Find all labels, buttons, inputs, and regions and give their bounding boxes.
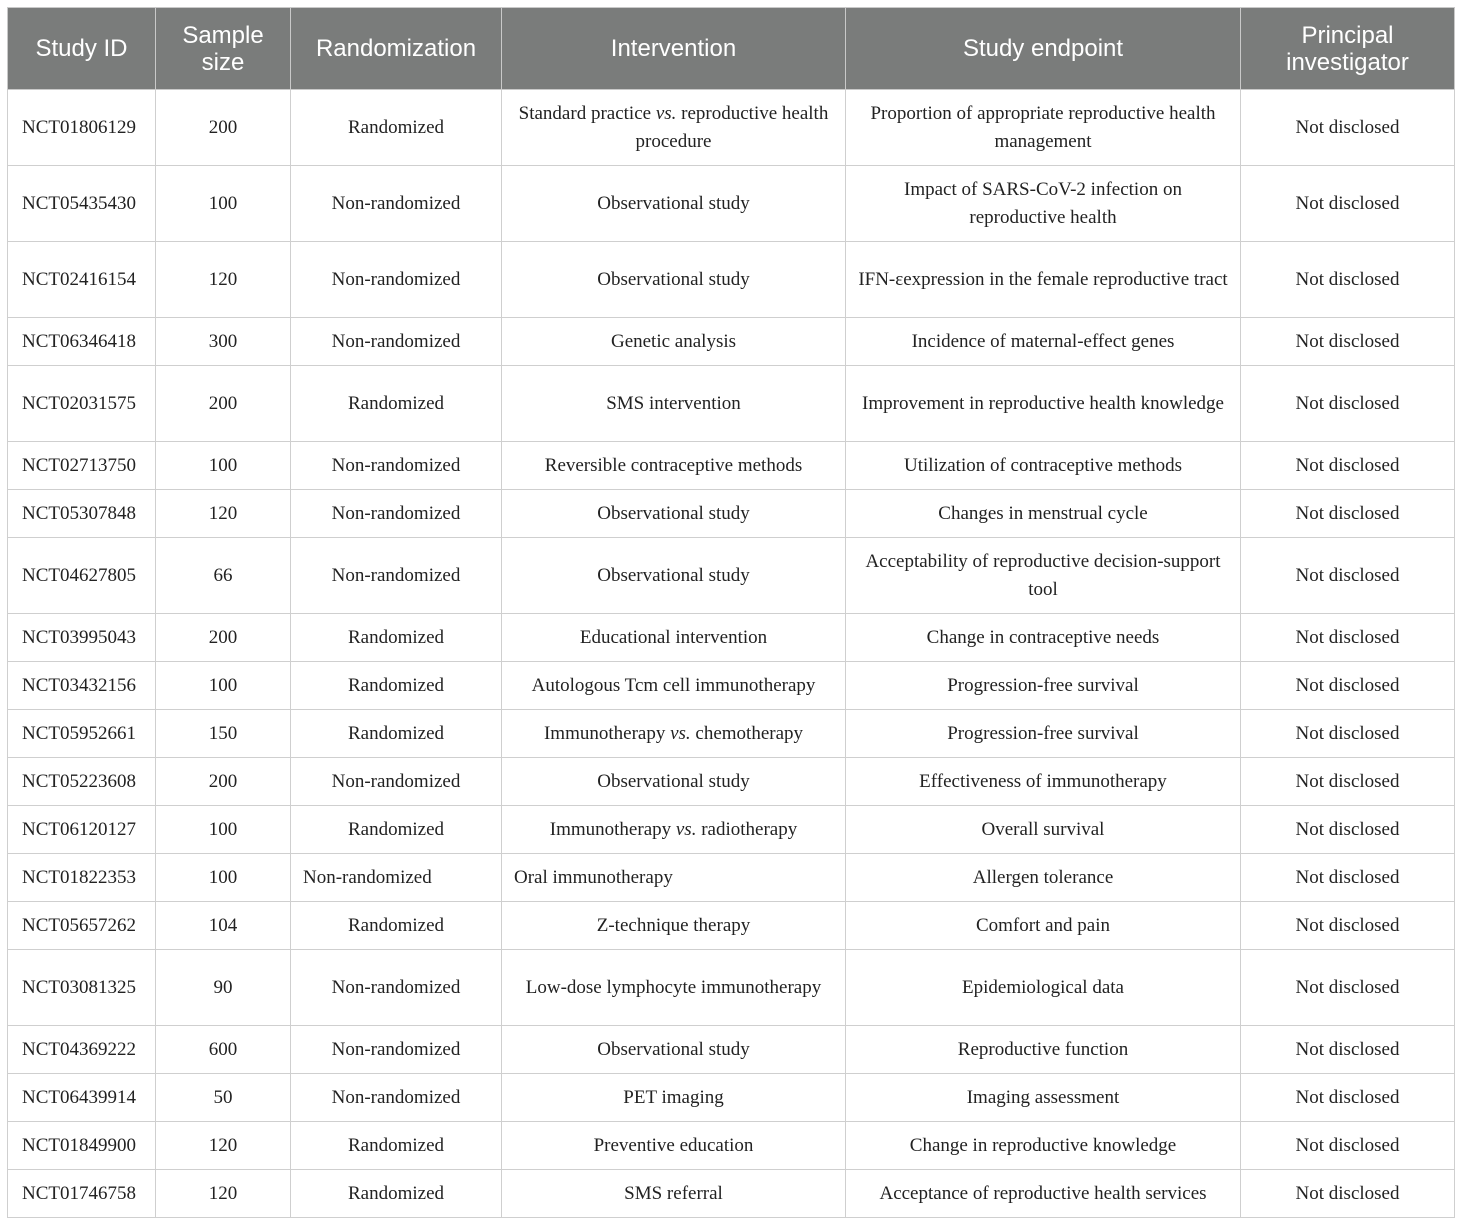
table-row: [8, 662, 1455, 710]
study-id-cell: NCT05307848: [8, 490, 156, 538]
table-row: [8, 318, 1455, 366]
table-row: [8, 710, 1455, 758]
table-row: [8, 1074, 1455, 1122]
intervention-cell: Autologous Tcm cell immunotherapy: [502, 662, 846, 710]
intervention-cell: Reversible contraceptive methods: [502, 442, 846, 490]
intervention-cell: Low-dose lymphocyte immunotherapy: [502, 950, 846, 1026]
principal-investigator-cell: Not disclosed: [1241, 1170, 1455, 1218]
sample-size-cell: 100: [156, 854, 291, 902]
randomization-cell: Randomized: [291, 90, 502, 166]
table-row: [8, 538, 1455, 614]
principal-investigator-cell: Not disclosed: [1241, 710, 1455, 758]
randomization-cell: Non-randomized: [291, 950, 502, 1026]
principal-investigator-cell: Not disclosed: [1241, 538, 1455, 614]
principal-investigator-cell: Not disclosed: [1241, 166, 1455, 242]
intervention-cell: Oral immunotherapy: [502, 854, 846, 902]
randomization-cell: Randomized: [291, 902, 502, 950]
principal-investigator-cell: Not disclosed: [1241, 806, 1455, 854]
randomization-cell: Non-randomized: [291, 538, 502, 614]
sample-size-cell: 120: [156, 490, 291, 538]
sample-size-cell: 200: [156, 758, 291, 806]
sample-size-cell: 50: [156, 1074, 291, 1122]
principal-investigator-cell: Not disclosed: [1241, 1074, 1455, 1122]
sample-size-cell: 200: [156, 614, 291, 662]
principal-investigator-cell: Not disclosed: [1241, 90, 1455, 166]
header-row: [8, 8, 1455, 90]
study-endpoint-cell: Acceptance of reproductive health services: [846, 1170, 1241, 1218]
study-endpoint-cell: IFN-εexpression in the female reproductive tract: [846, 242, 1241, 318]
intervention-cell: Genetic analysis: [502, 318, 846, 366]
intervention-cell: Standard practice vs. reproductive health procedure: [502, 90, 846, 166]
intervention-cell: Observational study: [502, 242, 846, 318]
study-id-cell: NCT05657262: [8, 902, 156, 950]
table-row: [8, 902, 1455, 950]
sample-size-cell: 100: [156, 166, 291, 242]
study-endpoint-cell: Acceptability of reproductive decision-support tool: [846, 538, 1241, 614]
table-row: [8, 950, 1455, 1026]
header-intervention: Intervention: [502, 8, 846, 90]
intervention-cell: Observational study: [502, 490, 846, 538]
principal-investigator-cell: Not disclosed: [1241, 950, 1455, 1026]
sample-size-cell: 100: [156, 662, 291, 710]
principal-investigator-cell: Not disclosed: [1241, 902, 1455, 950]
study-endpoint-cell: Utilization of contraceptive methods: [846, 442, 1241, 490]
principal-investigator-cell: Not disclosed: [1241, 1026, 1455, 1074]
sample-size-cell: 600: [156, 1026, 291, 1074]
sample-size-cell: 120: [156, 1122, 291, 1170]
principal-investigator-cell: Not disclosed: [1241, 758, 1455, 806]
study-endpoint-cell: Comfort and pain: [846, 902, 1241, 950]
principal-investigator-cell: Not disclosed: [1241, 1122, 1455, 1170]
intervention-cell: Preventive education: [502, 1122, 846, 1170]
study-endpoint-cell: Reproductive function: [846, 1026, 1241, 1074]
principal-investigator-cell: Not disclosed: [1241, 442, 1455, 490]
randomization-cell: Randomized: [291, 710, 502, 758]
principal-investigator-cell: Not disclosed: [1241, 242, 1455, 318]
randomization-cell: Non-randomized: [291, 318, 502, 366]
table-row: [8, 366, 1455, 442]
sample-size-cell: 150: [156, 710, 291, 758]
study-endpoint-cell: Allergen tolerance: [846, 854, 1241, 902]
study-id-cell: NCT01849900: [8, 1122, 156, 1170]
randomization-cell: Non-randomized: [291, 442, 502, 490]
randomization-cell: Non-randomized: [291, 758, 502, 806]
study-endpoint-cell: Impact of SARS-CoV-2 infection on reproductive health: [846, 166, 1241, 242]
study-id-cell: NCT03432156: [8, 662, 156, 710]
study-endpoint-cell: Imaging assessment: [846, 1074, 1241, 1122]
principal-investigator-cell: Not disclosed: [1241, 318, 1455, 366]
study-endpoint-cell: Incidence of maternal-effect genes: [846, 318, 1241, 366]
table-row: [8, 854, 1455, 902]
study-endpoint-cell: Progression-free survival: [846, 662, 1241, 710]
randomization-cell: Non-randomized: [291, 166, 502, 242]
study-id-cell: NCT01806129: [8, 90, 156, 166]
study-endpoint-cell: Change in reproductive knowledge: [846, 1122, 1241, 1170]
table-row: [8, 242, 1455, 318]
study-id-cell: NCT03995043: [8, 614, 156, 662]
study-endpoint-cell: Proportion of appropriate reproductive health management: [846, 90, 1241, 166]
intervention-cell: SMS intervention: [502, 366, 846, 442]
randomization-cell: Non-randomized: [291, 490, 502, 538]
study-id-cell: NCT05952661: [8, 710, 156, 758]
study-endpoint-cell: Effectiveness of immunotherapy: [846, 758, 1241, 806]
study-id-cell: NCT02713750: [8, 442, 156, 490]
randomization-cell: Non-randomized: [291, 242, 502, 318]
study-id-cell: NCT04369222: [8, 1026, 156, 1074]
randomization-cell: Non-randomized: [291, 1074, 502, 1122]
table-row: [8, 490, 1455, 538]
sample-size-cell: 200: [156, 366, 291, 442]
study-endpoint-cell: Improvement in reproductive health knowledge: [846, 366, 1241, 442]
study-endpoint-cell: Overall survival: [846, 806, 1241, 854]
study-id-cell: NCT02031575: [8, 366, 156, 442]
study-id-cell: NCT06120127: [8, 806, 156, 854]
intervention-cell: PET imaging: [502, 1074, 846, 1122]
table-row: [8, 758, 1455, 806]
table-row: [8, 1026, 1455, 1074]
vs-italic: vs.: [670, 722, 691, 744]
principal-investigator-cell: Not disclosed: [1241, 490, 1455, 538]
sample-size-cell: 120: [156, 1170, 291, 1218]
header-principal-investigator: Principal investigator: [1241, 8, 1455, 90]
table-row: [8, 806, 1455, 854]
randomization-cell: Randomized: [291, 614, 502, 662]
intervention-cell: Z-technique therapy: [502, 902, 846, 950]
intervention-cell: Immunotherapy vs. chemotherapy: [502, 710, 846, 758]
vs-italic: vs.: [655, 102, 677, 124]
header-study-id: Study ID: [8, 8, 156, 90]
randomization-cell: Randomized: [291, 1122, 502, 1170]
sample-size-cell: 200: [156, 90, 291, 166]
sample-size-cell: 120: [156, 242, 291, 318]
study-id-cell: NCT05223608: [8, 758, 156, 806]
principal-investigator-cell: Not disclosed: [1241, 662, 1455, 710]
header-sample-size: Sample size: [156, 8, 291, 90]
randomization-cell: Non-randomized: [291, 854, 502, 902]
study-id-cell: NCT03081325: [8, 950, 156, 1026]
study-id-cell: NCT04627805: [8, 538, 156, 614]
principal-investigator-cell: Not disclosed: [1241, 854, 1455, 902]
study-id-cell: NCT02416154: [8, 242, 156, 318]
intervention-cell: Observational study: [502, 538, 846, 614]
table-row: [8, 442, 1455, 490]
study-id-cell: NCT01746758: [8, 1170, 156, 1218]
table-row: [8, 90, 1455, 166]
table-row: [8, 614, 1455, 662]
intervention-cell: Immunotherapy vs. radiotherapy: [502, 806, 846, 854]
study-endpoint-cell: Progression-free survival: [846, 710, 1241, 758]
intervention-cell: Observational study: [502, 758, 846, 806]
intervention-cell: Observational study: [502, 166, 846, 242]
table-row: [8, 1170, 1455, 1218]
table-row: [8, 166, 1455, 242]
sample-size-cell: 100: [156, 442, 291, 490]
study-table: [7, 7, 1455, 1218]
randomization-cell: Randomized: [291, 806, 502, 854]
intervention-cell: SMS referral: [502, 1170, 846, 1218]
randomization-cell: Randomized: [291, 366, 502, 442]
sample-size-cell: 90: [156, 950, 291, 1026]
study-endpoint-cell: Change in contraceptive needs: [846, 614, 1241, 662]
study-id-cell: NCT01822353: [8, 854, 156, 902]
study-id-cell: NCT06439914: [8, 1074, 156, 1122]
randomization-cell: Randomized: [291, 662, 502, 710]
intervention-cell: Educational intervention: [502, 614, 846, 662]
header-randomization: Randomization: [291, 8, 502, 90]
principal-investigator-cell: Not disclosed: [1241, 614, 1455, 662]
randomization-cell: Randomized: [291, 1170, 502, 1218]
table-row: [8, 1122, 1455, 1170]
study-id-cell: NCT06346418: [8, 318, 156, 366]
sample-size-cell: 100: [156, 806, 291, 854]
table-body: [8, 90, 1455, 1218]
study-endpoint-cell: Changes in menstrual cycle: [846, 490, 1241, 538]
sample-size-cell: 104: [156, 902, 291, 950]
header-study-endpoint: Study endpoint: [846, 8, 1241, 90]
randomization-cell: Non-randomized: [291, 1026, 502, 1074]
sample-size-cell: 66: [156, 538, 291, 614]
sample-size-cell: 300: [156, 318, 291, 366]
vs-italic: vs.: [675, 818, 697, 840]
intervention-cell: Observational study: [502, 1026, 846, 1074]
principal-investigator-cell: Not disclosed: [1241, 366, 1455, 442]
study-id-cell: NCT05435430: [8, 166, 156, 242]
study-endpoint-cell: Epidemiological data: [846, 950, 1241, 1026]
